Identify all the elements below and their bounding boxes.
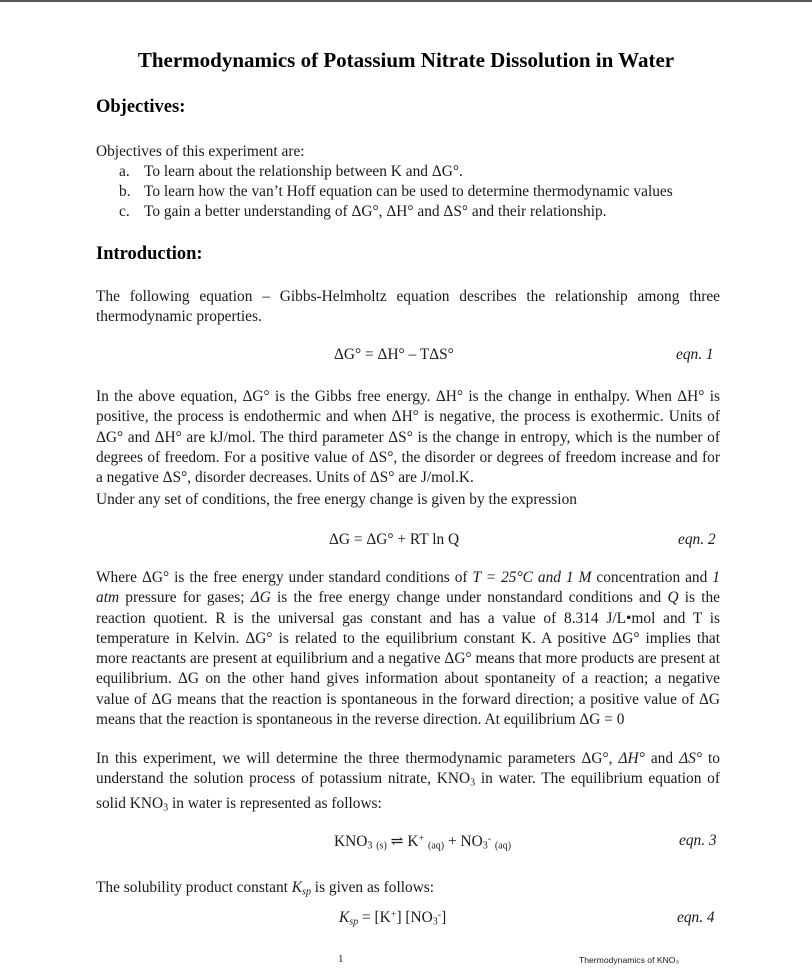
document-title: Thermodynamics of Potassium Nitrate Dissolution in Water (137, 48, 675, 72)
intro-paragraph-2: In the above equation, ΔG° is the Gibbs free energy. ΔH° is the change in enthalpy. When ΔH° is positive, the process is endothermic and when ΔH° is negative, the process is exothermic. Units of ΔG° and ΔH° are kJ/mol. The third parameter ΔS° is the change in entropy, which is the number of degrees of freedom. For a positive value of ΔS°, the disorder or degrees of freedom increase and for a negative ΔS°, disorder decreases. Units of ΔS° are J/mol.K. (96, 388, 720, 487)
intro-paragraph-3: Under any set of conditions, the free energy change is given by the expression (96, 491, 577, 508)
top-border-line (0, 0, 812, 2)
objectives-intro: Objectives of this experiment are: (96, 143, 305, 160)
equation-1: ΔG° = ΔH° – TΔS° (334, 346, 454, 363)
objective-marker: a. (119, 163, 130, 180)
equation-3: $KNO_3$ $_{(s)}$ ⇌ K+ $_{(aq)} + NO_3^-$ $_{(aq)}$ (334, 833, 512, 852)
equation-2: ΔG = ΔG° + RT ln Q (329, 531, 460, 548)
introduction-heading: Introduction: (96, 244, 203, 264)
page-number: 1 (338, 953, 344, 965)
objective-marker: c. (119, 203, 130, 220)
objective-text: To gain a better understanding of ΔG°, ΔH° and ΔS° and their relationship. (144, 203, 607, 220)
objective-text: To learn how the van’t Hoff equation can be used to determine thermodynamic values (144, 183, 673, 200)
equation-4: $K_{sp} = [K^+]$ $[NO_3^-]$ (339, 909, 447, 928)
equation-2-label: eqn. 2 (678, 531, 716, 548)
equation-3-label: eqn. 3 (679, 832, 717, 849)
objectives-heading: Objectives: (96, 97, 186, 117)
intro-paragraph-4: Where ΔG° is the free energy under standard conditions of T = 25°C and 1 M concentration and 1 atm pressure for gases; ΔG is the free energy change under nonstandard conditions and Q is the reaction quotient. R is the universal gas constant and has a value of 8.314 J/L•mol and T is temperature in Kelvin. ΔG° is related to the equilibrium constant K. A positive ΔG° implies that more reactants are present at equilibrium and a negative ΔG° means that more products are present at equilibrium. ΔG on the other hand gives information about spontaneity of a reaction; a negative value of ΔG means that the reaction is spontaneous in the forward direction; a positive value of ΔG means that the reaction is spontaneous in the reverse direction. At equilibrium ΔG = 0 (96, 569, 720, 729)
equation-4-label: eqn. 4 (677, 909, 715, 926)
intro-paragraph-5: In this experiment, we will determine the three thermodynamic parameters ΔG°, ΔH° and ΔS° to understand the solution process of potassium nitrate, $KNO_3$ in water. The equilibrium equation of solid $KNO_3$ in water is represented as follows: (96, 750, 720, 814)
running-footer-title: Thermodynamics of KNO₃ (579, 955, 679, 965)
objective-marker: b. (119, 183, 131, 200)
intro-paragraph-1: The following equation – Gibbs-Helmholtz equation describes the relationship among three thermodynamic properties. (96, 288, 720, 326)
objective-text: To learn about the relationship between K and ΔG°. (144, 163, 463, 180)
equation-1-label: eqn. 1 (676, 346, 714, 363)
intro-paragraph-6: The solubility product constant $K_{sp}$ is given as follows: (96, 879, 435, 898)
